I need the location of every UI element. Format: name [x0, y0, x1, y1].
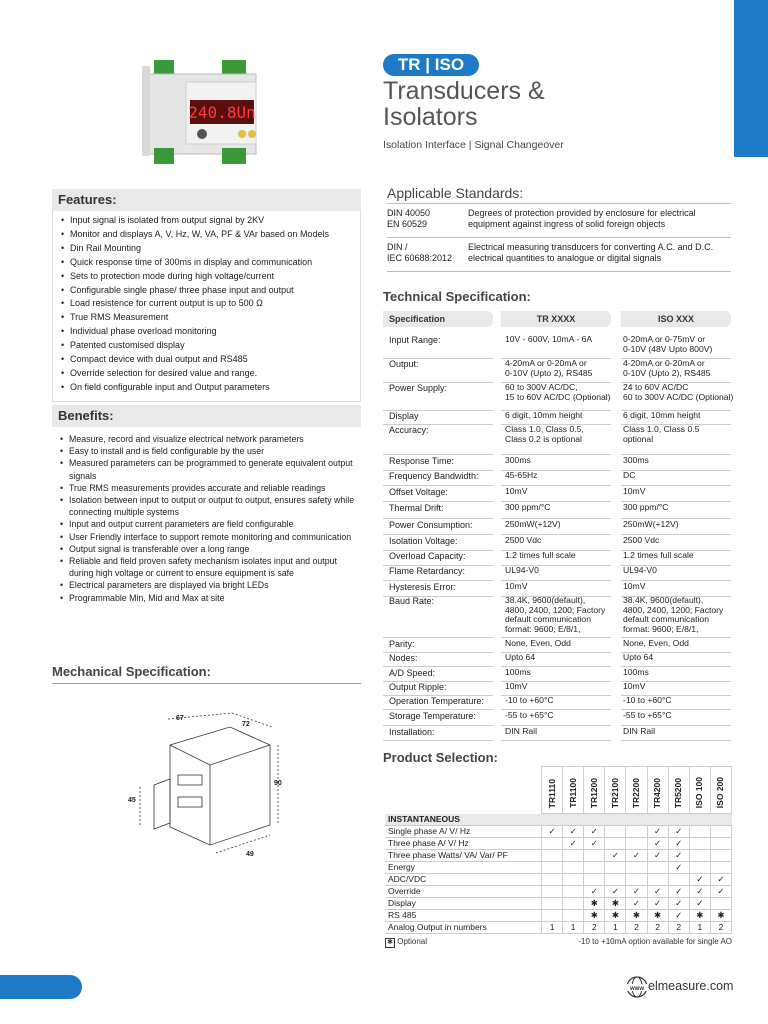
features-item: • Sets to protection mode during high voltage/current	[53, 270, 360, 284]
spec-iso-value: 300 ppm/°C	[623, 502, 669, 512]
selection-cell: ✓	[584, 838, 605, 850]
selection-cell: ✓	[626, 898, 647, 910]
model-header	[710, 767, 731, 814]
optional-legend	[385, 937, 427, 948]
tr-col-header: TR XXXX	[501, 311, 611, 327]
spec-name: A/D Speed:	[389, 668, 436, 678]
model-name: ISO 200	[715, 776, 726, 808]
selection-cell: ✓	[647, 826, 668, 838]
selection-feature: ADC/VDC	[385, 874, 542, 886]
selection-cell	[542, 910, 563, 922]
spec-name: Power Supply:	[389, 383, 448, 393]
spec-row	[383, 359, 733, 383]
spec-row	[383, 551, 733, 566]
benefits-section	[52, 405, 361, 604]
benefits-item: • Input and output current parameters are field configurable	[52, 518, 361, 530]
page-title: Transducers & Isolators	[383, 77, 545, 131]
dim-72: 72	[242, 721, 250, 728]
spec-name: Frequency Bandwidth:	[389, 471, 479, 481]
mechanical-divider	[52, 683, 361, 684]
selection-group-label: INSTANTANEOUS	[385, 814, 732, 826]
features-item: • Input signal is isolated from output signal by 2KV	[53, 214, 360, 228]
features-item: • Quick response time of 300ms in display and communication	[53, 256, 360, 270]
spec-iso-value: 10mV	[623, 681, 646, 691]
selection-cell	[584, 862, 605, 874]
spec-iso-value: 24 to 60V AC/DC 60 to 300V AC/DC (Optional)	[623, 382, 734, 402]
model-header	[647, 767, 668, 814]
benefits-list	[52, 433, 361, 604]
spec-name: Storage Temperature:	[389, 711, 476, 721]
model-header	[542, 767, 563, 814]
spec-tr-value: 100ms	[505, 667, 531, 677]
features-item: • On field configurable input and Output parameters	[53, 381, 360, 395]
selection-cell	[689, 850, 710, 862]
selection-feature: Override	[385, 886, 542, 898]
standard-row	[387, 208, 731, 238]
model-name: TR1200	[588, 777, 599, 808]
model-header	[605, 767, 626, 814]
selection-cell: ✓	[647, 838, 668, 850]
selection-cell: ✓	[710, 874, 731, 886]
spec-row-divider	[383, 580, 493, 581]
selection-row	[385, 838, 732, 850]
spec-tr-value: 1.2 times full scale	[505, 550, 576, 560]
selection-cell	[647, 874, 668, 886]
selection-cell: 1	[689, 922, 710, 934]
spec-name: Parity:	[389, 639, 415, 649]
spec-row	[383, 471, 733, 486]
selection-group-row	[385, 814, 732, 826]
selection-row	[385, 886, 732, 898]
spec-row	[383, 682, 733, 696]
model-name: TR5200	[673, 777, 684, 808]
selection-cell: ✓	[689, 898, 710, 910]
selection-row	[385, 874, 732, 886]
selection-cell	[584, 874, 605, 886]
selection-cell	[689, 838, 710, 850]
selection-cell: 1	[605, 922, 626, 934]
selection-cell	[689, 826, 710, 838]
selection-cell: ✓	[626, 886, 647, 898]
spec-row-divider	[383, 725, 493, 726]
selection-cell: ✓	[626, 850, 647, 862]
selection-cell: ✓	[542, 826, 563, 838]
features-item: • Din Rail Mounting	[53, 242, 360, 256]
tech-spec-title: Technical Specification:	[383, 289, 531, 304]
spec-iso-value: DC	[623, 470, 636, 480]
selection-cell: ✓	[647, 850, 668, 862]
selection-cell: ✱	[710, 910, 731, 922]
selection-corner	[385, 767, 542, 814]
selection-cell: 2	[710, 922, 731, 934]
model-name: TR2200	[630, 777, 641, 808]
mechanical-title: Mechanical Specification:	[52, 664, 211, 679]
spec-row-divider	[383, 666, 493, 667]
selection-cell	[542, 898, 563, 910]
spec-name: Offset Voltage:	[389, 487, 448, 497]
spec-row-divider	[383, 709, 493, 710]
selection-row	[385, 898, 732, 910]
selection-cell	[689, 862, 710, 874]
spec-name: Output Ripple:	[389, 682, 447, 692]
product-selection-table	[385, 766, 732, 951]
selection-feature: Single phase A/ V/ Hz	[385, 826, 542, 838]
selection-cell	[542, 838, 563, 850]
standard-description: Degrees of protection provided by enclosure for electrical equipment against ingress of solid foreign objects	[468, 208, 696, 229]
selection-cell	[626, 838, 647, 850]
selection-cell	[542, 874, 563, 886]
selection-cell: ✓	[584, 886, 605, 898]
benefits-item: • Easy to install and is field configurable by the user	[52, 445, 361, 457]
selection-cell: 1	[542, 922, 563, 934]
spec-row-divider	[383, 740, 493, 741]
spec-tr-value: 60 to 300V AC/DC, 15 to 60V AC/DC (Optional)	[505, 382, 611, 402]
spec-tr-value: UL94-V0	[505, 565, 539, 575]
selection-row	[385, 826, 732, 838]
spec-row	[383, 653, 733, 667]
spec-name: Display	[389, 411, 419, 421]
selection-feature: Three phase Watts/ VA/ Var/ PF	[385, 850, 542, 862]
standard-divider	[387, 203, 731, 204]
spec-iso-value: 6 digit, 10mm height	[623, 410, 701, 420]
spec-row	[383, 727, 733, 741]
model-header	[668, 767, 689, 814]
selection-cell	[605, 862, 626, 874]
spec-tr-value: 38.4K, 9600(default), 4800, 2400, 1200; Factory default communication format: 9600; E/8/1,	[505, 595, 606, 634]
features-section	[52, 189, 361, 402]
selection-cell: ✓	[668, 898, 689, 910]
standard-code: DIN 40050 EN 60529	[387, 208, 431, 229]
benefits-item: • Isolation between input to output or output to output, ensures safety while connecting multiple systems	[52, 494, 361, 518]
spec-iso-value: 10mV	[623, 486, 646, 496]
selection-cell: 2	[647, 922, 668, 934]
selection-cell: 1	[563, 922, 584, 934]
spec-row-divider	[383, 485, 493, 486]
device-display-text: 240.8Un	[188, 103, 256, 122]
selection-header-row	[385, 767, 732, 814]
standard-code: DIN / IEC 60688:2012	[387, 242, 453, 263]
spec-iso-value: 0-20mA or 0-75mV or 0-10V (48V Upto 800V)	[623, 334, 713, 354]
spec-row	[383, 411, 733, 425]
spec-name: Nodes:	[389, 653, 418, 663]
spec-row	[383, 487, 733, 502]
optional-label: Optional	[397, 937, 428, 946]
spec-row	[383, 536, 733, 551]
selection-cell: ✱	[584, 898, 605, 910]
spec-iso-value: 100ms	[623, 667, 649, 677]
spec-row-divider	[383, 637, 493, 638]
selection-cell: ✱	[584, 910, 605, 922]
spec-name: Thermal Drift:	[389, 503, 444, 513]
spec-tr-value: 2500 Vdc	[505, 535, 542, 545]
selection-cell	[710, 898, 731, 910]
spec-row	[383, 503, 733, 519]
spec-row	[383, 425, 733, 455]
spec-tr-value: Upto 64	[505, 652, 536, 662]
spec-tr-value: None, Even, Odd	[505, 638, 571, 648]
selection-cell	[584, 850, 605, 862]
standard-divider	[387, 271, 731, 272]
benefits-item: • Programmable Min, Mid and Max at site	[52, 592, 361, 604]
spec-tr-value: -10 to +60°C	[505, 695, 554, 705]
spec-tr-value: DIN Rail	[505, 726, 537, 736]
benefits-item: • True RMS measurements provides accurate and reliable readings	[52, 482, 361, 494]
spec-name: Flame Retardancy:	[389, 566, 466, 576]
standard-row	[387, 242, 731, 272]
model-name: TR1100	[567, 778, 578, 808]
spec-tr-value: 300 ppm/°C	[505, 502, 551, 512]
selection-cell: 2	[584, 922, 605, 934]
spec-iso-value: 2500 Vdc	[623, 535, 660, 545]
spec-row	[383, 520, 733, 535]
spec-name: Response Time:	[389, 456, 455, 466]
selection-cell	[710, 850, 731, 862]
features-item: • True RMS Measurement	[53, 311, 360, 325]
selection-cell: ✓	[563, 838, 584, 850]
features-title: Features:	[52, 189, 361, 211]
svg-text:www: www	[629, 986, 645, 992]
selection-feature: RS 485	[385, 910, 542, 922]
spec-name: Overload Capacity:	[389, 551, 466, 561]
spec-name: Isolation Voltage:	[389, 536, 458, 546]
spec-name: Power Consumption:	[389, 520, 473, 530]
selection-cell: ✱	[605, 910, 626, 922]
spec-row	[383, 711, 733, 726]
features-item: • Patented customised display	[53, 339, 360, 353]
selection-cell: ✱	[626, 910, 647, 922]
selection-row	[385, 922, 732, 934]
model-name: TR4200	[652, 777, 663, 808]
selection-cell: ✓	[689, 886, 710, 898]
spec-iso-value: UL94-V0	[623, 565, 657, 575]
spec-row	[383, 456, 733, 471]
benefits-item: • User Friendly interface to support remote monitoring and communication	[52, 531, 361, 543]
selection-cell	[668, 874, 689, 886]
selection-cell	[542, 886, 563, 898]
selection-cell: 2	[626, 922, 647, 934]
elmeasure-url: elmeasure.com	[648, 979, 734, 993]
iso-col-header: ISO XXX	[621, 311, 731, 327]
standards-title: Applicable Standards:	[387, 185, 524, 201]
selection-cell: 2	[668, 922, 689, 934]
spec-iso-value: -10 to +60°C	[623, 695, 672, 705]
benefits-item: • Measure, record and visualize electrical network parameters	[52, 433, 361, 445]
selection-cell: ✱	[647, 910, 668, 922]
globe-icon	[626, 976, 648, 998]
model-name: TR2100	[609, 777, 620, 808]
spec-tr-value: 45-65Hz	[505, 470, 538, 480]
spec-iso-value: 300ms	[623, 455, 649, 465]
dim-45: 45	[128, 797, 136, 804]
spec-iso-value: -55 to +65°C	[623, 710, 672, 720]
selection-cell: ✓	[563, 826, 584, 838]
selection-cell	[542, 862, 563, 874]
features-item: • Configurable single phase/ three phase input and output	[53, 284, 360, 298]
spec-tr-value: 10mV	[505, 486, 528, 496]
features-item: • Monitor and displays A, V, Hz, W, VA, PF & VAr based on Models	[53, 228, 360, 242]
spec-iso-value: 250mW(+12V)	[623, 519, 679, 529]
selection-cell: ✓	[584, 826, 605, 838]
spec-tr-value: 6 digit, 10mm height	[505, 410, 583, 420]
selection-cell: ✓	[668, 838, 689, 850]
selection-row	[385, 910, 732, 922]
spec-row-divider	[621, 740, 731, 741]
selection-cell: ✓	[689, 874, 710, 886]
model-header	[584, 767, 605, 814]
device-image	[140, 52, 272, 172]
spec-name: Accuracy:	[389, 425, 429, 435]
selection-cell: ✓	[668, 850, 689, 862]
spec-iso-value: 38.4K, 9600(default), 4800, 2400, 1200; Factory default communication format: 9600; E/8/1,	[623, 595, 724, 634]
selection-cell: ✓	[668, 826, 689, 838]
selection-cell	[605, 874, 626, 886]
spec-row	[383, 696, 733, 710]
spec-col-header: Specification	[383, 311, 493, 327]
standard-divider	[387, 237, 731, 238]
spec-row	[383, 668, 733, 682]
selection-cell	[563, 910, 584, 922]
elmeasure-logo	[626, 976, 648, 1003]
model-header	[626, 767, 647, 814]
selection-row	[385, 850, 732, 862]
spec-name: Installation:	[389, 727, 435, 737]
spec-row-divider	[383, 534, 493, 535]
brand-pill: TR | ISO	[383, 54, 479, 76]
spec-tr-value: 300ms	[505, 455, 531, 465]
features-item: • Compact device with dual output and RS485	[53, 353, 360, 367]
top-right-accent-bar	[734, 0, 768, 157]
spec-tr-value: 10mV	[505, 581, 528, 591]
spec-iso-value: 1.2 times full scale	[623, 550, 694, 560]
spec-name: Operation Temperature:	[389, 696, 484, 706]
selection-cell: ✓	[647, 886, 668, 898]
selection-cell	[605, 826, 626, 838]
selection-cell: ✓	[668, 910, 689, 922]
selection-cell	[710, 826, 731, 838]
selection-cell	[542, 850, 563, 862]
spec-iso-value: DIN Rail	[623, 726, 655, 736]
selection-note: -10 to +10mA option available for single AO	[578, 937, 732, 946]
spec-row	[383, 335, 733, 359]
model-header	[689, 767, 710, 814]
selection-cell	[626, 874, 647, 886]
selection-cell	[563, 862, 584, 874]
selection-cell: ✓	[647, 898, 668, 910]
selection-cell: ✱	[605, 898, 626, 910]
benefits-item: • Electrical parameters are displayed via bright LEDs	[52, 579, 361, 591]
spec-name: Output:	[389, 359, 419, 369]
spec-iso-value: Upto 64	[623, 652, 654, 662]
selection-cell	[647, 862, 668, 874]
selection-cell	[626, 826, 647, 838]
standard-description: Electrical measuring transducers for converting A.C. and D.C. electrical quantities to analogue or digital signals	[468, 242, 714, 263]
selection-cell	[563, 874, 584, 886]
selection-feature: Analog Output in numbers	[385, 922, 542, 934]
selection-cell: ✓	[668, 886, 689, 898]
spec-row	[383, 639, 733, 653]
selection-cell	[563, 886, 584, 898]
selection-cell: ✓	[668, 862, 689, 874]
spec-tr-value: -55 to +65°C	[505, 710, 554, 720]
spec-row-divider	[383, 454, 493, 455]
benefits-item: • Measured parameters can be programmed to generate equivalent output signals	[52, 457, 361, 481]
selection-cell	[563, 850, 584, 862]
features-item: • Override selection for desired value and range.	[53, 367, 360, 381]
mechanical-drawing	[120, 705, 300, 865]
spec-row	[383, 596, 733, 638]
features-list	[53, 214, 360, 395]
model-name: ISO 100	[694, 776, 705, 808]
spec-row	[383, 383, 733, 411]
selection-cell: ✱	[689, 910, 710, 922]
spec-tr-value: 4-20mA or 0-20mA or 0-10V (Upto 2), RS485	[505, 358, 593, 378]
spec-name: Hysteresis Error:	[389, 582, 457, 592]
benefits-item: • Reliable and field proven safety mechanism isolates input and output during high voltage or current to ensure equipment is safe	[52, 555, 361, 579]
selection-cell: ✓	[605, 886, 626, 898]
model-name: TR1110	[546, 778, 557, 808]
spec-row	[383, 566, 733, 581]
spec-name: Input Range:	[389, 335, 441, 345]
spec-row-divider	[501, 740, 611, 741]
model-header	[563, 767, 584, 814]
spec-tr-value: 10mV	[505, 681, 528, 691]
dim-90: 90	[274, 780, 282, 787]
spec-iso-value: None, Even, Odd	[623, 638, 689, 648]
tech-spec-table	[383, 311, 734, 737]
spec-iso-value: Class 1.0, Class 0.5 optional	[623, 424, 700, 444]
selection-cell	[710, 862, 731, 874]
selection-cell	[626, 862, 647, 874]
bottom-left-accent-pill	[0, 975, 82, 999]
selection-cell: ✓	[710, 886, 731, 898]
spec-tr-value: Class 1.0, Class 0.5, Class 0.2 is optional	[505, 424, 584, 444]
selection-row	[385, 862, 732, 874]
selection-cell	[710, 838, 731, 850]
page-subtitle: Isolation Interface | Signal Changeover	[383, 139, 564, 151]
benefits-title: Benefits:	[52, 405, 361, 427]
selection-cell: ✓	[605, 850, 626, 862]
spec-iso-value: 10mV	[623, 581, 646, 591]
benefits-item: • Output signal is transferable over a long range	[52, 543, 361, 555]
spec-tr-value: 250mW(+12V)	[505, 519, 561, 529]
spec-row-divider	[383, 518, 493, 519]
features-item: • Load resistence for current output is up to 500 Ω	[53, 297, 360, 311]
spec-row-divider	[383, 501, 493, 502]
selection-feature: Display	[385, 898, 542, 910]
dim-67: 67	[176, 715, 184, 722]
product-selection-title: Product Selection:	[383, 750, 498, 765]
selection-cell	[563, 898, 584, 910]
features-item: • Individual phase overload monitoring	[53, 325, 360, 339]
spec-tr-value: 10V - 600V, 10mA - 6A	[505, 334, 593, 344]
selection-feature: Three phase A/ V/ Hz	[385, 838, 542, 850]
dim-49: 49	[246, 851, 254, 858]
optional-icon: ✱	[385, 938, 395, 948]
spec-iso-value: 4-20mA or 0-20mA or 0-10V (Upto 2), RS485	[623, 358, 711, 378]
selection-feature: Energy	[385, 862, 542, 874]
selection-cell	[605, 838, 626, 850]
spec-name: Baud Rate:	[389, 596, 435, 606]
